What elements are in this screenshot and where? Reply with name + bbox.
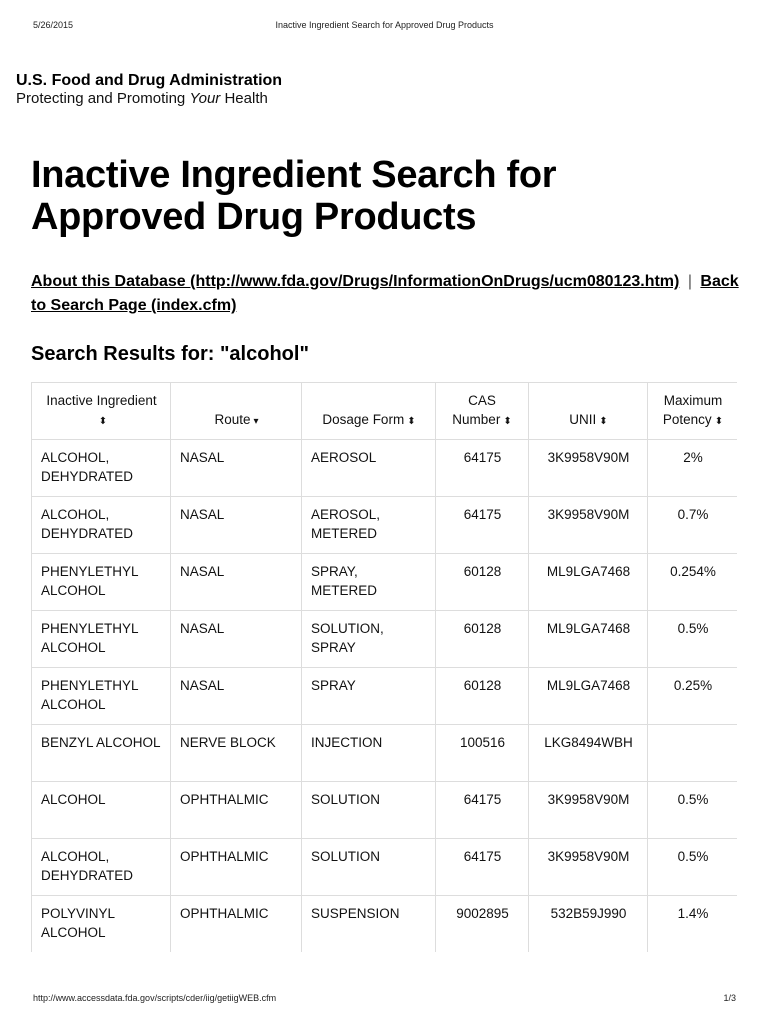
col-header-cas-number[interactable] (436, 383, 529, 440)
cell-dosage-form: SOLUTION, SPRAY (302, 611, 436, 668)
page-title: Inactive Ingredient Search for Approved Drug Products (31, 154, 557, 238)
cell-route: OPHTHALMIC (171, 896, 302, 953)
cell-maximum-potency: 0.5% (648, 782, 738, 839)
col-header-label: Route (214, 412, 251, 427)
cell-unii: LKG8494WBH (529, 725, 648, 782)
col-header-label: Maximum Potency (662, 393, 723, 427)
col-header-label: Dosage Form (322, 412, 405, 427)
col-header-label: CAS Number (452, 393, 501, 427)
col-header-unii[interactable] (529, 383, 648, 440)
print-title: Inactive Ingredient Search for Approved Drug Products (275, 20, 494, 30)
print-url: http://www.accessdata.fda.gov/scripts/cder/iig/getiigWEB.cfm (33, 993, 277, 1003)
cell-route: NASAL (171, 554, 302, 611)
cell-unii: 3K9958V90M (529, 440, 648, 497)
col-header-maximum-potency[interactable] (648, 383, 738, 440)
tagline-start: Protecting and Promoting (16, 90, 190, 107)
cell-dosage-form: AEROSOL, METERED (302, 497, 436, 554)
table-row (32, 497, 738, 554)
cell-cas-number: 100516 (436, 725, 529, 782)
cell-cas-number: 64175 (436, 839, 529, 896)
cell-unii: ML9LGA7468 (529, 554, 648, 611)
cell-route: NASAL (171, 668, 302, 725)
cell-inactive-ingredient: PHENYLETHYL ALCOHOL (32, 611, 171, 668)
table-row (32, 896, 738, 953)
agency-name: U.S. Food and Drug Administration (16, 72, 283, 89)
back-to-search-link[interactable]: Back to Search Page (index.cfm) (31, 273, 739, 314)
cell-unii: ML9LGA7468 (529, 668, 648, 725)
cell-maximum-potency: 0.5% (648, 839, 738, 896)
results-body (32, 440, 738, 953)
table-row (32, 440, 738, 497)
sort-both-icon: ⬍ (503, 416, 512, 427)
cell-cas-number: 64175 (436, 497, 529, 554)
cell-maximum-potency: 1.4% (648, 896, 738, 953)
cell-cas-number: 9002895 (436, 896, 529, 953)
cell-route: NASAL (171, 440, 302, 497)
about-database-link[interactable]: About this Database (http://www.fda.gov/Drugs/InformationOnDrugs/ucm080123.htm) (31, 273, 680, 290)
cell-unii: 3K9958V90M (529, 839, 648, 896)
col-header-dosage-form[interactable] (302, 383, 436, 440)
cell-route: OPHTHALMIC (171, 782, 302, 839)
cell-inactive-ingredient: PHENYLETHYL ALCOHOL (32, 554, 171, 611)
table-header-row (32, 383, 738, 440)
cell-inactive-ingredient: ALCOHOL, DEHYDRATED (32, 497, 171, 554)
cell-route: NASAL (171, 497, 302, 554)
col-header-label: UNII (569, 412, 597, 427)
table-row (32, 611, 738, 668)
cell-maximum-potency: 0.7% (648, 497, 738, 554)
cell-dosage-form: SUSPENSION (302, 896, 436, 953)
agency-branding (16, 71, 282, 108)
cell-maximum-potency: 0.25% (648, 668, 738, 725)
cell-maximum-potency: 0.254% (648, 554, 738, 611)
col-header-route[interactable] (171, 383, 302, 440)
print-page-number: 1/3 (723, 993, 736, 1003)
cell-unii: 532B59J990 (529, 896, 648, 953)
cell-dosage-form: INJECTION (302, 725, 436, 782)
cell-cas-number: 64175 (436, 440, 529, 497)
table-row (32, 725, 738, 782)
sort-down-icon: ▾ (253, 416, 259, 427)
cell-inactive-ingredient: ALCOHOL (32, 782, 171, 839)
cell-route: NASAL (171, 611, 302, 668)
sort-both-icon: ⬍ (599, 416, 608, 427)
tagline-emphasis: Your (189, 90, 221, 107)
cell-cas-number: 60128 (436, 668, 529, 725)
col-header-label: Inactive Ingredient (46, 393, 157, 408)
link-separator: | (687, 273, 692, 290)
print-date: 5/26/2015 (33, 20, 74, 30)
cell-inactive-ingredient: POLYVINYL ALCOHOL (32, 896, 171, 953)
sort-both-icon: ⬍ (714, 416, 724, 427)
cell-inactive-ingredient: PHENYLETHYL ALCOHOL (32, 668, 171, 725)
cell-cas-number: 60128 (436, 554, 529, 611)
cell-inactive-ingredient: BENZYL ALCOHOL (32, 725, 171, 782)
cell-dosage-form: AEROSOL (302, 440, 436, 497)
results-table (31, 382, 737, 952)
cell-dosage-form: SPRAY (302, 668, 436, 725)
cell-inactive-ingredient: ALCOHOL, DEHYDRATED (32, 440, 171, 497)
table-row (32, 839, 738, 896)
print-header (33, 20, 736, 32)
cell-cas-number: 60128 (436, 611, 529, 668)
cell-unii: 3K9958V90M (529, 497, 648, 554)
print-footer (33, 993, 736, 1005)
nav-links (31, 270, 741, 318)
cell-maximum-potency: 0.5% (648, 611, 738, 668)
cell-dosage-form: SOLUTION (302, 839, 436, 896)
results-heading: Search Results for: "alcohol" (31, 343, 309, 365)
results-table-container (31, 382, 737, 952)
tagline-end: Health (220, 90, 268, 107)
col-header-inactive-ingredient[interactable] (32, 383, 171, 440)
sort-both-icon: ⬍ (407, 416, 416, 427)
cell-dosage-form: SPRAY, METERED (302, 554, 436, 611)
cell-route: OPHTHALMIC (171, 839, 302, 896)
cell-dosage-form: SOLUTION (302, 782, 436, 839)
agency-tagline (16, 90, 282, 108)
cell-maximum-potency (648, 725, 738, 782)
cell-maximum-potency: 2% (648, 440, 738, 497)
cell-route: NERVE BLOCK (171, 725, 302, 782)
cell-unii: ML9LGA7468 (529, 611, 648, 668)
table-row (32, 554, 738, 611)
cell-inactive-ingredient: ALCOHOL, DEHYDRATED (32, 839, 171, 896)
sort-both-icon: ⬍ (98, 416, 108, 427)
table-row (32, 668, 738, 725)
table-row (32, 782, 738, 839)
cell-cas-number: 64175 (436, 782, 529, 839)
cell-unii: 3K9958V90M (529, 782, 648, 839)
